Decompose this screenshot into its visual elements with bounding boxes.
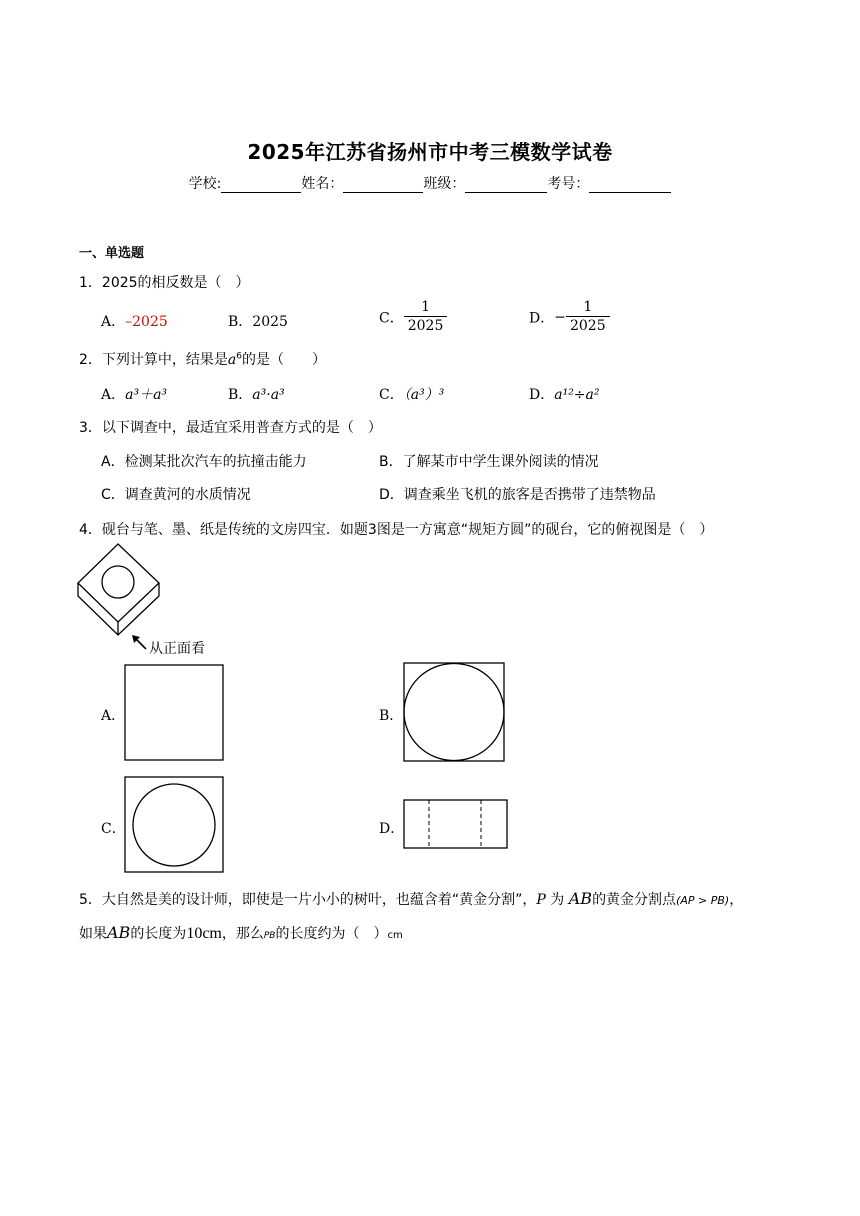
q1-stem: 1．2025的相反数是（ ） [79,275,250,291]
name-label: 姓名： [301,176,344,192]
q4-option-b-figure [403,662,505,762]
q2-option-b: B．a³·a³ [228,387,285,403]
q5-line1: 5．大自然是美的设计师，即使是一片小小的树叶，也蕴含着“黄金分割”，P 为 AB的黄金分割点(AP > PB)， [79,889,744,908]
q1-option-a: A．–2025 [101,314,168,330]
q1-option-d: D．− $\frac{1}{2025}$ [529,299,610,336]
q3-option-d: D．调查乘坐飞机的旅客是否携带了违禁物品 [379,487,656,503]
q5-line2: 如果AB的长度为10cm，那么PB的长度约为（ ）cm [79,923,403,942]
q4-option-a-label: A． [101,708,126,724]
q4-option-d-figure [403,799,509,850]
q1-option-b: B．2025 [228,314,288,330]
q4-option-d-label: D． [379,821,405,837]
view-direction-label: 从正面看 [149,641,205,657]
class-blank [465,177,547,193]
q3-option-a: A．检测某批次汽车的抗撞击能力 [101,454,307,470]
q1-option-c: C． $\frac{1}{2025}$ [379,299,447,336]
q4-stem: 4．砚台与笔、墨、纸是传统的文房四宝．如题3图是一方寓意“规矩方圆”的砚台，它的俯视图是（ ） [79,522,714,538]
q2-option-d: D．a¹²÷a² [529,387,600,403]
inkstone-figure [76,541,176,641]
exam-no-label: 考号： [547,176,590,192]
q4-option-c-label: C． [101,821,126,837]
q1-answer-mark: –2025 [125,314,168,330]
q4-option-a-figure [124,664,225,762]
q1-c-fraction: $\frac{1}{2025}$ [404,299,448,336]
school-blank [221,177,301,193]
student-info-line [0,173,860,193]
page-title: 2025年江苏省扬州市中考三模数学试卷 [247,140,613,164]
section-heading: 一、单选题 [79,246,145,261]
q2-stem: 2．下列计算中，结果是$a^6$的是（ ） [79,351,327,368]
school-label: 学校: [188,176,222,192]
q3-option-c: C．调查黄河的水质情况 [101,487,251,503]
name-blank [343,177,423,193]
q4-option-c-figure [124,776,225,874]
view-arrow-icon [130,633,150,653]
q3-stem: 3．以下调查中，最适宜采用普查方式的是（ ） [79,420,382,436]
q1-d-fraction: $\frac{1}{2025}$ [566,299,610,336]
q4-option-b-label: B． [379,708,404,724]
q2-option-a: A．a³＋a³ [101,387,168,403]
exam-no-blank [589,177,671,193]
q2-option-c: C．（a³）³ [379,387,445,403]
class-label: 班级： [423,176,466,192]
q3-option-b: B．了解某市中学生课外阅读的情况 [379,454,599,470]
